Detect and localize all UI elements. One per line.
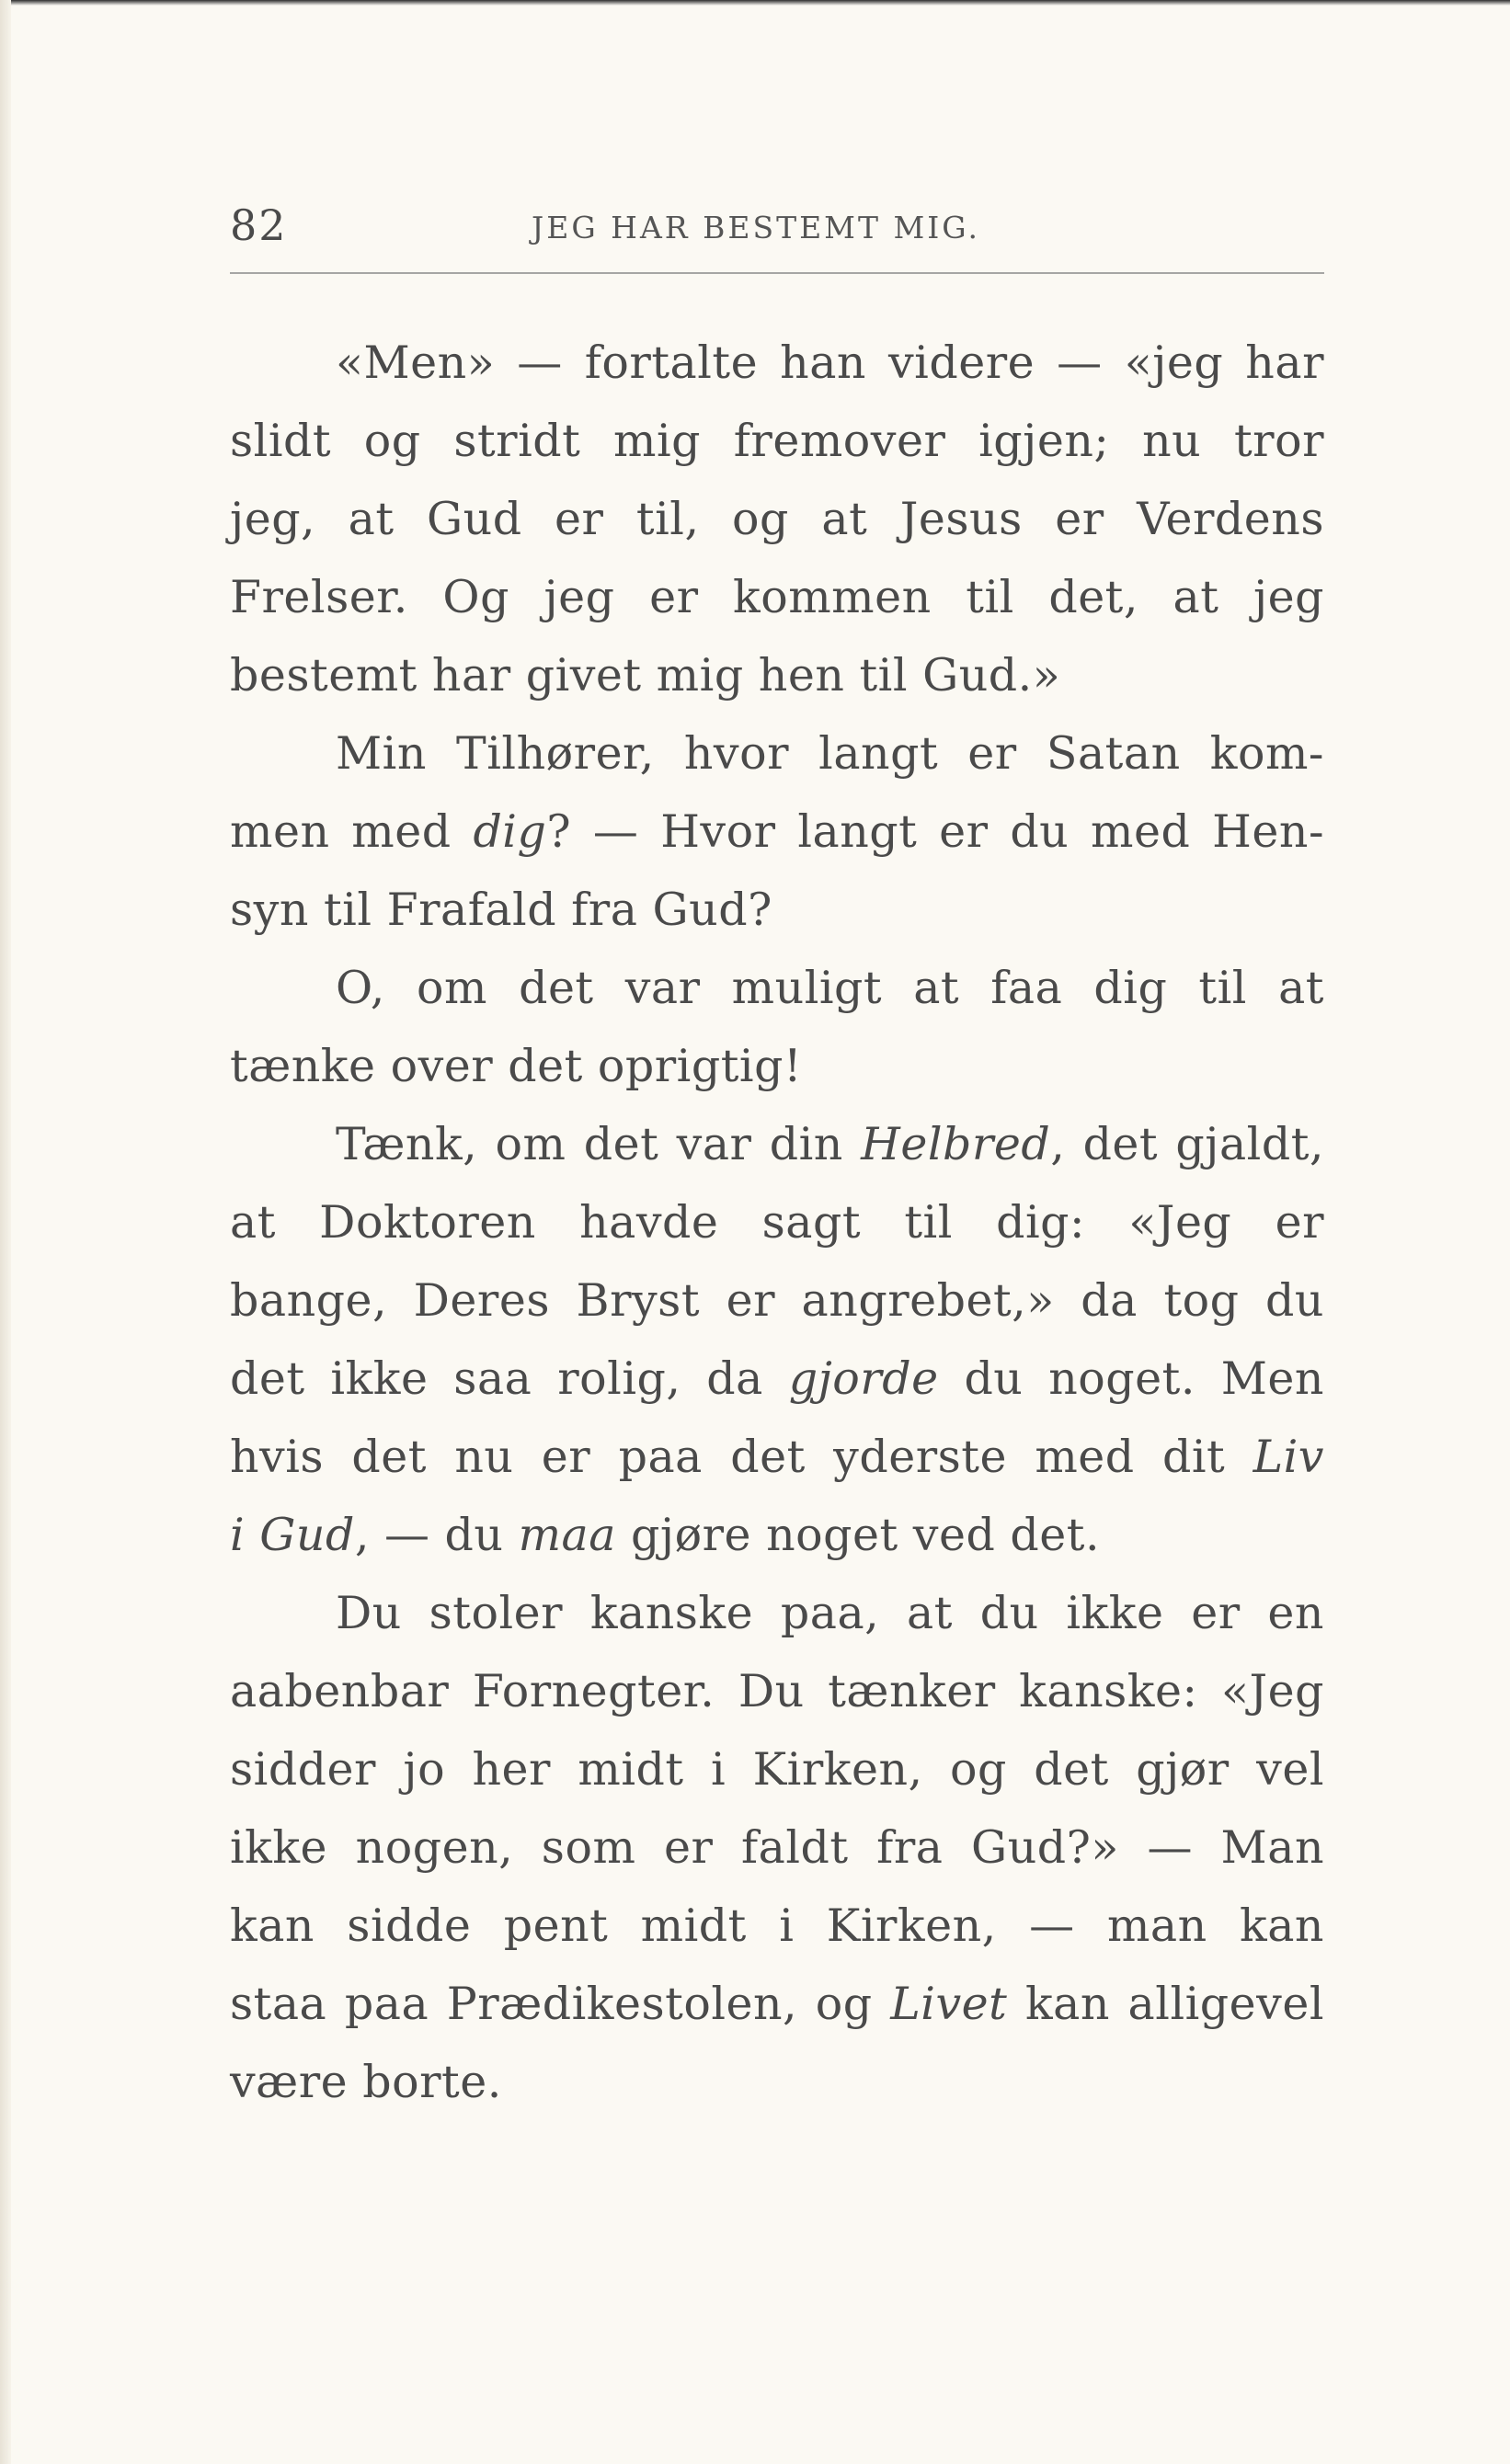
text-line: [230, 724, 1324, 802]
text-run: Tænk, om det var din: [336, 1118, 862, 1170]
text-run: ikke nogen, som er faldt fra Gud?» — Man: [230, 1821, 1324, 1874]
text-line: [230, 1271, 1324, 1349]
text-run: , det gjaldt,: [1050, 1118, 1324, 1170]
text-run: det ikke saa rolig, da: [230, 1352, 789, 1405]
text-run: syn til Frafald fra Gud?: [230, 884, 772, 936]
text-line: [230, 802, 1324, 880]
text-line: [230, 1974, 1324, 2052]
text-run: tænke over det oprigtig!: [230, 1040, 803, 1092]
body-text: [230, 333, 1324, 2130]
page-top-edge: [0, 0, 1510, 6]
text-line: [230, 1818, 1324, 1896]
text-run: Min Tilhører, hvor langt er Satan kom-: [336, 727, 1324, 780]
text-line: [230, 958, 1324, 1036]
text-run: staa paa Prædikestolen, og: [230, 1978, 891, 2030]
text-line: [230, 1896, 1324, 1974]
text-line: [230, 1583, 1324, 1661]
italic-run: i Gud: [230, 1509, 355, 1561]
page-number: 82: [230, 200, 288, 250]
text-line: [230, 333, 1324, 411]
header-rule: [230, 272, 1324, 274]
text-line: [230, 1427, 1324, 1505]
text-line: [230, 1192, 1324, 1271]
text-run: hvis det nu er paa det yderste med dit: [230, 1431, 1253, 1483]
page-binding-edge: [0, 0, 11, 2464]
text-line: [230, 1036, 1324, 1114]
text-run: O, om det var muligt at faa dig til at: [336, 962, 1324, 1014]
text-line: [230, 645, 1324, 724]
text-run: «Men» — fortalte han videre — «jeg har: [336, 337, 1324, 389]
text-run: slidt og stridt mig fremover igjen; nu tror: [230, 415, 1324, 467]
text-run: kan sidde pent midt i Kirken, — man kan: [230, 1899, 1324, 1952]
text-run: du noget. Men: [938, 1352, 1324, 1405]
text-run: bestemt har givet mig hen til Gud.»: [230, 649, 1061, 702]
italic-run: maa: [518, 1509, 616, 1561]
text-line: [230, 411, 1324, 489]
text-run: ? — Hvor langt er du med Hen-: [546, 805, 1324, 858]
running-head: JEG HAR BESTEMT MIG.: [532, 210, 980, 245]
text-run: være borte.: [230, 2056, 502, 2108]
text-run: aabenbar Fornegter. Du tænker kanske: «Jeg: [230, 1665, 1324, 1717]
text-line: [230, 1740, 1324, 1818]
text-line: [230, 1114, 1324, 1192]
text-run: bange, Deres Bryst er angrebet,» da tog du: [230, 1274, 1324, 1327]
text-run: men med: [230, 805, 474, 858]
text-line: [230, 1661, 1324, 1740]
text-run: kan alligevel: [1007, 1978, 1325, 2030]
text-line: [230, 2052, 1324, 2130]
page-header: [230, 200, 1324, 274]
text-line: [230, 1505, 1324, 1583]
text-line: [230, 1349, 1324, 1427]
text-line: [230, 567, 1324, 645]
text-run: at Doktoren havde sagt til dig: «Jeg er: [230, 1196, 1324, 1249]
text-run: jeg, at Gud er til, og at Jesus er Verdens: [230, 493, 1324, 545]
italic-run: Liv: [1253, 1431, 1324, 1483]
text-run: gjøre noget ved det.: [615, 1509, 1101, 1561]
italic-run: Livet: [890, 1978, 1008, 2030]
text-line: [230, 880, 1324, 958]
text-run: sidder jo her midt i Kirken, og det gjør vel: [230, 1743, 1324, 1796]
italic-run: dig: [473, 805, 547, 858]
text-run: Du stoler kanske paa, at du ikke er en: [336, 1587, 1324, 1639]
text-run: Frelser. Og jeg er kommen til det, at jeg: [230, 571, 1324, 623]
text-line: [230, 489, 1324, 567]
italic-run: Helbred: [861, 1118, 1051, 1170]
text-run: , — du: [354, 1509, 519, 1561]
italic-run: gjorde: [788, 1352, 939, 1405]
